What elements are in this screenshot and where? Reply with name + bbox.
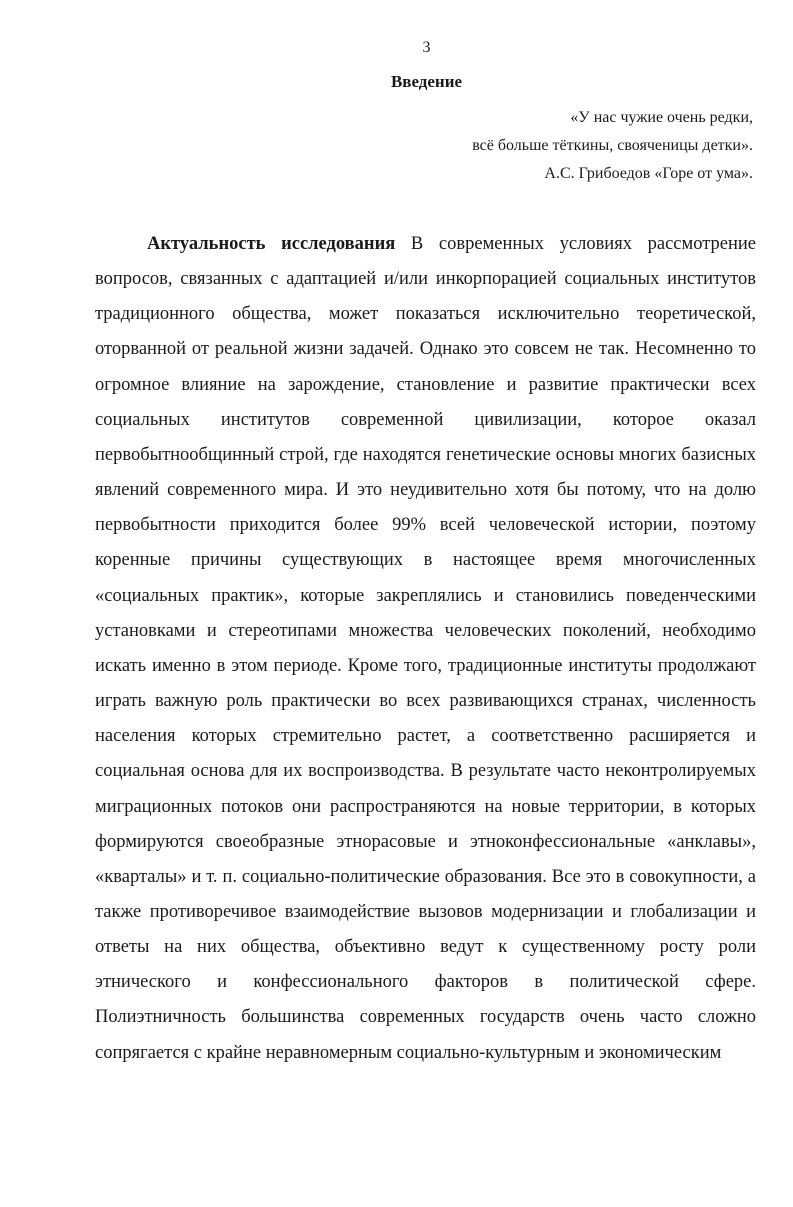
paragraph-lead: Актуальность исследования bbox=[147, 234, 396, 254]
epigraph-line-1: «У нас чужие очень редки, bbox=[570, 109, 753, 126]
page-title: Введение bbox=[390, 72, 463, 91]
epigraph bbox=[233, 104, 753, 188]
epigraph-line-2: всё больше тёткины, свояченицы детки». bbox=[472, 137, 753, 154]
page-number: 3 bbox=[422, 39, 431, 56]
body-paragraph bbox=[95, 227, 756, 1071]
paragraph-text: В современных условиях рассмотрение вопросов, связанных с адаптацией и/или инкорпорацией социальных институтов традиционного общества, может показаться исключительно теоретической, оторванной от реальной жизни задачей. Однако это совсем не так. Несомненно то огромное влияние на зарождение, становление и развитие практически всех социальных институтов современной цивилизации, которое оказал первобытнообщинный строй, где находятся генетические основы многих базисных явлений современного мира. И это неудивительно хотя бы потому, что на долю первобытности приходится более 99% всей человеческой истории, поэтому коренные причины существующих в настоящее время многочисленных «социальных практик», которые закреплялись и становились поведенческими установками и стереотипами множества человеческих поколений, необходимо искать именно в этом периоде. Кроме того, традиционные институты продолжают играть важную роль практически во всех развивающихся странах, численность населения которых стремительно растет, а соответственно расширяется и социальная основа для их воспроизводства. В результате часто неконтролируемых миграционных потоков они распространяются на новые территории, в которых формируются своеобразные этнорасовые и этноконфессиональные «анклавы», «кварталы» и т. п. социально-политические образования. Все это в совокупности, а также противоречивое взаимодействие вызовов модернизации и глобализации и ответы на них общества, объективно ведут к существенному росту роли этнического и конфессионального факторов в политической сфере. Полиэтничность большинства современных государств очень часто сложно сопрягается с крайне неравномерным социально-культурным и экономическим bbox=[95, 234, 757, 1063]
epigraph-attribution: А.С. Грибоедов «Горе от ума». bbox=[544, 165, 753, 182]
